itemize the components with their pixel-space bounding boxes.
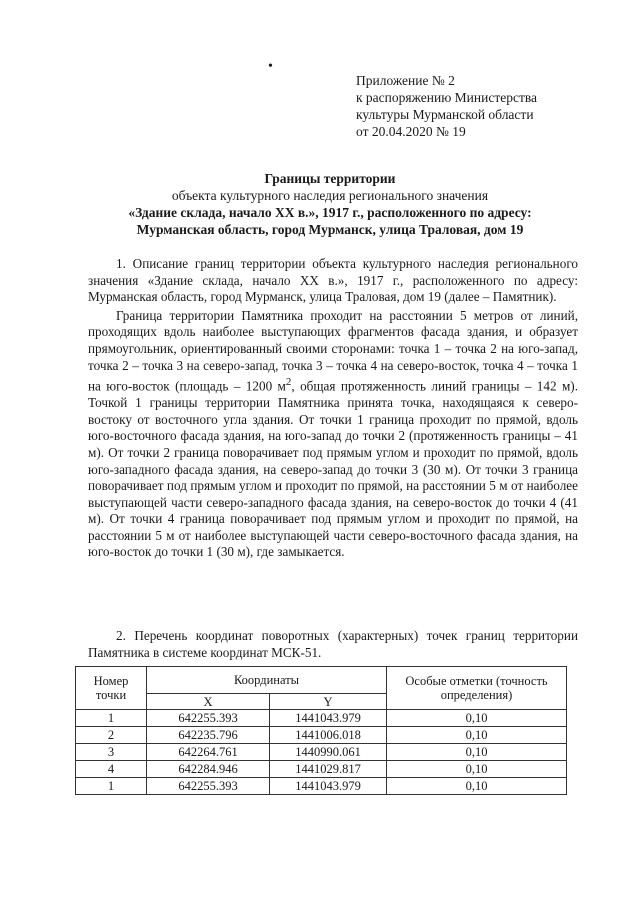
cell-note: 0,10 [387, 727, 567, 744]
cell-y: 1441043.979 [270, 778, 387, 795]
title-line-2: объекта культурного наследия регионального значения [171, 188, 489, 203]
coordinates-table [75, 666, 567, 795]
document-title [60, 170, 600, 238]
cell-point-number: 4 [76, 761, 147, 778]
header-y: Y [270, 694, 387, 710]
cell-y: 1441043.979 [270, 710, 387, 727]
cell-x: 642284.946 [147, 761, 270, 778]
cell-x: 642255.393 [147, 778, 270, 795]
boundary-text-b: , общая протяженность линий границы – 142 м). Точкой 1 границы территории Памятника принята точка, находящаяся к северо-востоку от восточного угла здания. От точки 1 граница проходит по прямой, вдоль юго-восточного фасада здания, на юго-запад до точки 2 (протяженность границы – 41 м). От точки 2 граница поворачивает под прямым углом и проходит по прямой, вдоль юго-западного фасада здания, на северо-запад до точки 3 (30 м). От точки 3 граница поворачивает под прямым углом и проходит по прямой, на расстоянии 5 м от наиболее выступающей части северо-западного фасада здания, на северо-восток до точки 4 (41 м). От точки 4 граница поворачивает под прямым углом и проходит по прямой, на расстоянии 5 м от наиболее выступающей части северо-восточного фасада здания, на юго-восток до точки 1 (30 м), где замыкается. [88, 378, 578, 560]
header-notes: Особые отметки (точность определения) [387, 667, 567, 710]
appendix-line-3: культуры Мурманской области [356, 107, 534, 122]
table-row [76, 744, 567, 761]
table-row [76, 778, 567, 795]
cell-note: 0,10 [387, 778, 567, 795]
header-x: X [147, 694, 270, 710]
cell-y: 1441029.817 [270, 761, 387, 778]
cell-point-number: 1 [76, 778, 147, 795]
title-line-3: «Здание склада, начало XX в.», 1917 г., расположенного по адресу: [128, 205, 532, 220]
cell-note: 0,10 [387, 761, 567, 778]
title-line-4: Мурманская область, город Мурманск, улица Траловая, дом 19 [136, 222, 524, 237]
cell-point-number: 3 [76, 744, 147, 761]
cell-y: 1441006.018 [270, 727, 387, 744]
cell-point-number: 2 [76, 727, 147, 744]
table-row [76, 727, 567, 744]
appendix-header [356, 72, 537, 140]
appendix-line-1: Приложение № 2 [356, 73, 455, 88]
cell-note: 0,10 [387, 744, 567, 761]
title-line-1: Границы территории [264, 171, 396, 186]
header-coordinates: Координаты [147, 667, 387, 694]
cell-x: 642264.761 [147, 744, 270, 761]
cell-y: 1440990.061 [270, 744, 387, 761]
cell-x: 642255.393 [147, 710, 270, 727]
section-2 [88, 628, 578, 661]
paragraph-description: 1. Описание границ территории объекта культурного наследия регионального значения «Здание склада, начало XX в.», 1917 г., расположенного по адресу: Мурманская область, город Мурманск, улица Траловая, дом 19 (далее – Памятник). [88, 256, 578, 305]
cell-note: 0,10 [387, 710, 567, 727]
scan-mark: • [268, 59, 273, 74]
table-row [76, 710, 567, 727]
table-header-row [76, 667, 567, 694]
section-1 [88, 256, 578, 561]
appendix-line-4: от 20.04.2020 № 19 [356, 124, 466, 139]
appendix-line-2: к распоряжению Министерства [356, 90, 538, 105]
area-unit-superscript: 2 [285, 376, 292, 389]
paragraph-boundary [88, 308, 578, 561]
table-row [76, 761, 567, 778]
cell-x: 642235.796 [147, 727, 270, 744]
header-point-number: Номер точки [76, 667, 147, 710]
boundary-text-a: Граница территории Памятника проходит на расстоянии 5 метров от линий, проходящих вдоль наиболее выступающих фрагментов фасада здания, и образует прямоугольник, ориентированный своими сторонами: точка 1 – точка 2 на юго-запад, точка 2 – точка 3 на северо-запад, точка 3 – точка 4 на северо-восток, точка 4 – точка 1 на юго-восток (площадь – 1200 м [88, 307, 578, 394]
cell-point-number: 1 [76, 710, 147, 727]
paragraph-coordinates-intro: 2. Перечень координат поворотных (характерных) точек границ территории Памятника в системе координат МСК-51. [88, 628, 578, 660]
